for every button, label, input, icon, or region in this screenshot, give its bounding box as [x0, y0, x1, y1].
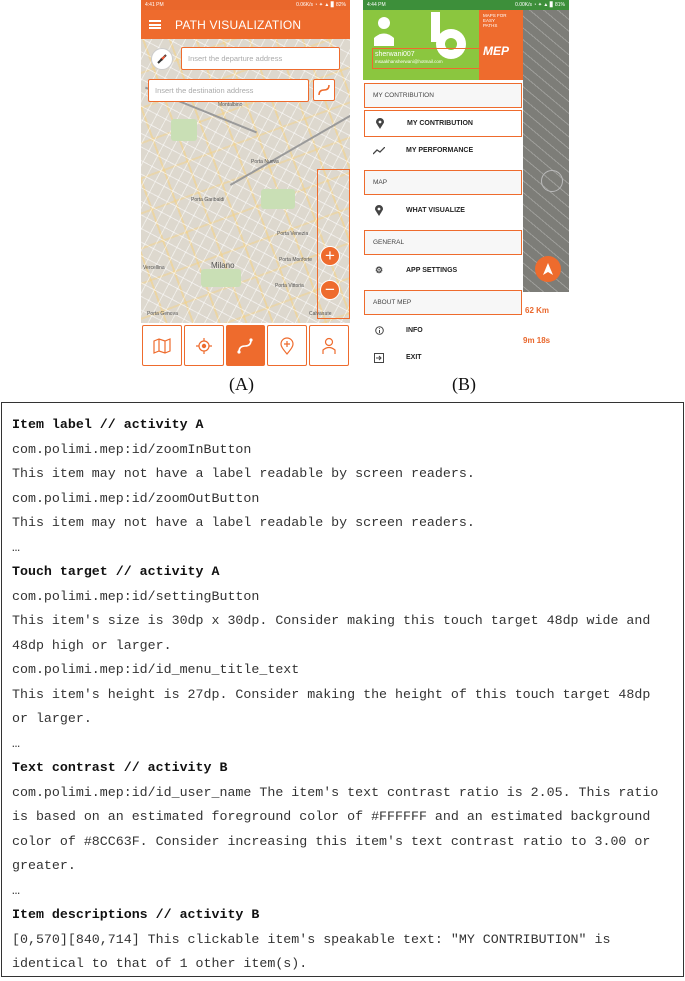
- menu-item-label: APP SETTINGS: [406, 267, 458, 274]
- destination-input[interactable]: [148, 79, 309, 102]
- report-section-heading: Touch target // activity A: [12, 564, 220, 579]
- caption-a: (A): [229, 374, 254, 394]
- menu-item-label: EXIT: [406, 354, 422, 361]
- trend-chart-icon: [364, 147, 394, 155]
- location-icon: [196, 338, 212, 354]
- departure-input[interactable]: [181, 47, 340, 70]
- destination-placeholder: Insert the destination address: [155, 86, 254, 95]
- report-line: This item may not have a label readable by screen readers.: [12, 466, 475, 481]
- report-line: …: [12, 539, 20, 555]
- report-line: …: [12, 735, 20, 751]
- status-time: 4:44 PM: [367, 2, 386, 8]
- route-icon: [236, 337, 254, 355]
- menu-icon[interactable]: [149, 20, 161, 29]
- map-label: Porta Genova: [147, 311, 178, 317]
- report-line: This item's size is 30dp x 30dp. Consider making this touch target 48dp wide and 48dp high or larger.: [12, 613, 659, 653]
- app-bar: [141, 10, 350, 39]
- bottom-navigation: [141, 323, 350, 368]
- map-label: Montalbino: [218, 102, 243, 108]
- trip-duration: 9m 18s: [523, 336, 551, 345]
- route-icon: [317, 83, 331, 97]
- status-bar: [141, 0, 350, 10]
- menu-item-my-performance[interactable]: [364, 137, 522, 164]
- menu-item-exit[interactable]: [364, 344, 522, 368]
- location-pin-icon: [364, 205, 394, 216]
- gear-icon: ⚙: [374, 265, 384, 275]
- screenshot-activity-b: [363, 0, 569, 368]
- trip-summary: [523, 292, 569, 368]
- menu-item-info[interactable]: [364, 317, 522, 344]
- status-time: 4:41 PM: [145, 2, 164, 8]
- section-general: GENERAL: [364, 230, 522, 255]
- departure-placeholder: Insert the departure address: [188, 54, 283, 63]
- map-label: Calvairate: [309, 311, 332, 317]
- brand-panel: [479, 10, 523, 80]
- page-title: PATH VISUALIZATION: [175, 17, 302, 32]
- nav-route-button[interactable]: [226, 325, 266, 366]
- section-my-contribution: MY CONTRIBUTION: [364, 83, 522, 108]
- exit-icon: [364, 353, 394, 363]
- compass-icon[interactable]: [151, 48, 173, 70]
- add-place-icon: [279, 337, 295, 355]
- section-about-mep: ABOUT MEP: [364, 290, 522, 315]
- map-label: Porta Monforte: [279, 257, 313, 263]
- report-line: …: [12, 882, 20, 898]
- trip-distance: 62 Km: [525, 306, 550, 315]
- map-label: Porta Venezia: [277, 231, 309, 237]
- report-section-heading: Item label // activity A: [12, 417, 204, 432]
- menu-item-label: WHAT VISUALIZE: [406, 207, 465, 214]
- report-line: com.polimi.mep:id/id_user_name The item's text contrast ratio is 2.05. This ratio is based on an estimated foreground color of #FFFFFF and an estimated background color of #8CC63F. Consider increasing this item's text contrast ratio to 3.00 or greater.: [12, 784, 667, 873]
- navigation-drawer: [363, 80, 523, 368]
- menu-item-label: MY CONTRIBUTION: [407, 120, 473, 127]
- person-icon: [321, 337, 337, 355]
- route-button[interactable]: [313, 79, 335, 101]
- map-label: Porta Garibaldi: [191, 197, 225, 203]
- brand-tagline: MAPS FOR EASY PATHS: [483, 13, 507, 28]
- avatar: [373, 14, 395, 46]
- nav-profile-button[interactable]: [309, 325, 349, 366]
- menu-item-app-settings[interactable]: [364, 257, 522, 284]
- status-indicators: 0.00K/s ◔ ✦ ▲ ▊ 81%: [515, 2, 565, 8]
- section-map: MAP: [364, 170, 522, 195]
- report-line: com.polimi.mep:id/zoomOutButton: [12, 490, 260, 506]
- menu-item-what-visualize[interactable]: [364, 197, 522, 224]
- screenshot-activity-a: [141, 0, 350, 368]
- nav-location-button[interactable]: [184, 325, 224, 366]
- menu-item-my-contribution[interactable]: [364, 110, 522, 137]
- report-line: This item may not have a label readable by screen readers.: [12, 515, 475, 530]
- user-email: msaakhansherwani@hotmail.com: [375, 59, 443, 64]
- zoom-in-button[interactable]: +: [320, 246, 340, 266]
- user-name: sherwani007: [375, 51, 415, 58]
- accessibility-report: [1, 402, 684, 977]
- map-control-ghost-icon: [541, 170, 563, 192]
- menu-item-label: INFO: [406, 327, 423, 334]
- report-line: [0,570][840,714] This clickable item's speakable text: "MY CONTRIBUTION" is identical to that of 1 other item(s).: [12, 931, 619, 971]
- map-label: Porta Vittoria: [275, 283, 304, 289]
- navigation-arrow-icon: [541, 262, 555, 276]
- user-info-frame: [372, 48, 490, 69]
- report-line: com.polimi.mep:id/id_menu_title_text: [12, 662, 300, 677]
- caption-b: (B): [452, 374, 476, 394]
- report-line: This item's height is 27dp. Consider making the height of this touch target 48dp or larger.: [12, 686, 659, 726]
- map-icon: [153, 338, 171, 354]
- report-section-heading: Item descriptions // activity B: [12, 907, 260, 922]
- report-line: com.polimi.mep:id/settingButton: [12, 588, 260, 604]
- menu-item-label: MY PERFORMANCE: [406, 147, 474, 154]
- info-icon: [364, 326, 394, 335]
- location-pin-icon: [365, 118, 395, 129]
- map-label: Porta Nuova: [251, 159, 279, 165]
- zoom-out-button[interactable]: −: [320, 280, 340, 300]
- navigation-button[interactable]: [535, 256, 561, 282]
- brand-name: MEP: [483, 44, 510, 58]
- status-bar: [363, 0, 569, 10]
- map-label: Vercellina: [143, 265, 165, 271]
- nav-add-place-button[interactable]: [267, 325, 307, 366]
- report-line: com.polimi.mep:id/zoomInButton: [12, 441, 252, 457]
- status-indicators: 0.06K/s ◔ ✦ ▲ ▊ 82%: [296, 2, 346, 8]
- nav-map-button[interactable]: [142, 325, 182, 366]
- map-label: Milano: [211, 261, 235, 270]
- report-section-heading: Text contrast // activity B: [12, 760, 228, 775]
